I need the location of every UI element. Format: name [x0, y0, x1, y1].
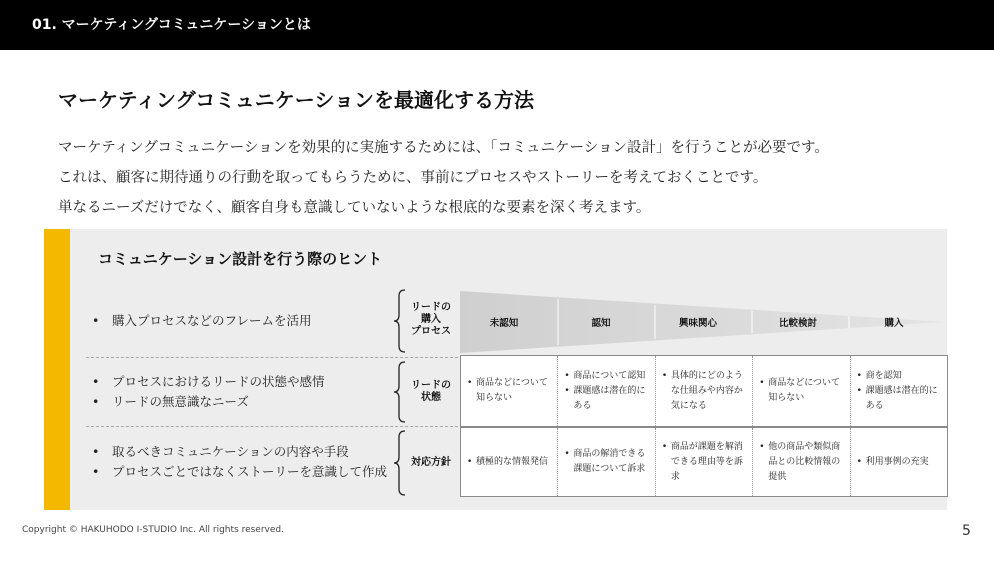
policy-cell: • 商品の解消できる課題について訴求	[557, 428, 654, 496]
hint-item: • 購入プロセスなどのフレームを活用	[92, 311, 312, 331]
row-label-state: リードの 状態	[411, 380, 451, 403]
row-divider	[86, 357, 458, 358]
state-cell: • 商品などについて知らない	[461, 356, 557, 426]
hint-list-state	[92, 372, 325, 412]
stage-label: 認知	[591, 318, 611, 329]
hint-item: • プロセスにおけるリードの状態や感情	[92, 372, 325, 392]
state-row	[460, 355, 948, 427]
stage-label: 興味関心	[678, 318, 717, 329]
row-label-policy: 対応方針	[411, 457, 451, 468]
hint-item: • リードの無意識なニーズ	[92, 392, 325, 412]
intro-line: 単なるニーズだけでなく、顧客自身も意識していないような根底的な要素を深く考えます。	[58, 200, 651, 216]
policy-cell: • 他の商品や類似商品との比較情報の提供	[752, 428, 849, 496]
row-label-process: リードの 購入 プロセス	[411, 302, 451, 337]
state-cell: • 具体的にどのような仕組みや内容か気になる	[655, 356, 752, 426]
policy-cell: • 積極的な情報発信	[461, 428, 557, 496]
stage-label: 比較検討	[778, 318, 817, 329]
panel-accent-bar	[44, 229, 70, 510]
intro-paragraphs	[58, 133, 829, 223]
page-heading: マーケティングコミュニケーションを最適化する方法	[58, 88, 534, 112]
section-title: 01. マーケティングコミュニケーションとは	[32, 17, 311, 33]
state-cell: • 商品について認知 • 課題感は潜在的にある	[557, 356, 654, 426]
hint-item: • プロセスごとではなくストーリーを意識して作成	[92, 462, 387, 482]
policy-cell: • 商品が課題を解消できる理由等を訴求	[655, 428, 752, 496]
hint-item: • 取るべきコミュニケーションの内容や手段	[92, 442, 387, 462]
row-divider	[86, 426, 458, 427]
section-header-bar	[0, 0, 994, 50]
copyright-text: Copyright © HAKUHODO I-STUDIO Inc. All rights reserved.	[22, 525, 284, 535]
state-cell: • 商品などについて知らない	[752, 356, 849, 426]
policy-cell: • 利用事例の充実	[850, 428, 947, 496]
policy-row	[460, 427, 948, 497]
page-number: 5	[962, 523, 971, 539]
intro-line: マーケティングコミュニケーションを効果的に実施するためには、「コミュニケーション設計」を行うことが必要です。	[58, 140, 829, 156]
hint-list-process	[92, 311, 312, 331]
intro-line: これは、顧客に期待通りの行動を取ってもらうために、事前にプロセスやストーリーを考えておくことです。	[58, 170, 768, 186]
hint-list-policy	[92, 442, 387, 482]
stage-label: 購入	[884, 318, 904, 329]
panel-title: コミュニケーション設計を行う際のヒント	[98, 250, 383, 268]
state-cell: • 商を認知 • 課題感は潜在的にある	[850, 356, 947, 426]
stage-label: 未認知	[489, 318, 519, 329]
